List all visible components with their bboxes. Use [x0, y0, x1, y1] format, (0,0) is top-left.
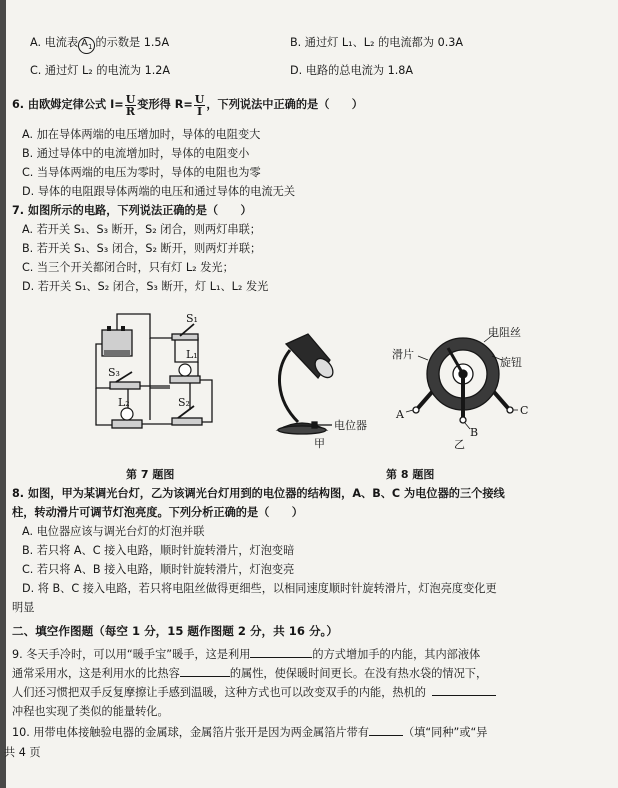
label-slider: 滑片	[392, 348, 414, 361]
q9-blank-1[interactable]	[250, 657, 312, 658]
label-knob: 旋钮	[500, 356, 522, 369]
q9-line2: 通常采用水，这是利用水的比热容 的属性，使保暖时间更长。在没有热水袋的情况下，	[12, 667, 488, 680]
q9-blank-3[interactable]	[432, 695, 496, 696]
formula-i: $\frac{U}{R}$	[125, 92, 136, 118]
q5-option-a: A. 电流表 $A_1$ 的示数是 1.5A	[30, 36, 169, 54]
q5-option-d: D. 电路的总电流为 1.8A	[290, 64, 414, 77]
label-potentiometer: 电位器	[334, 419, 367, 432]
q7-option-a: A. 若开关 S₁、S₃ 断开，S₂ 闭合，则两灯串联；	[22, 223, 261, 236]
binding-edge	[0, 0, 6, 788]
q8-option-a: A. 电位器应该与调光台灯的灯泡并联	[22, 525, 205, 538]
figure-7-circuit	[90, 310, 220, 445]
label-l2: L₂	[118, 396, 130, 409]
label-s3: S₃	[108, 366, 120, 379]
formula-r: $\frac{U}{I}$	[194, 92, 205, 118]
label-terminal-b: B	[470, 426, 479, 439]
label-s1: S₁	[186, 312, 198, 325]
q9-line4: 冲程也实现了类似的能量转化。	[12, 705, 169, 718]
label-yi: 乙	[454, 438, 465, 451]
label-l1: L₁	[186, 348, 198, 361]
q7-stem: 7. 如图所示的电路，下列说法正确的是（ ）	[12, 204, 252, 217]
q10-blank-1[interactable]	[369, 735, 403, 736]
figure-7-caption: 第 7 题图	[126, 468, 175, 481]
label-jia: 甲	[314, 437, 325, 450]
q5-option-c: C. 通过灯 L₂ 的电流为 1.2A	[30, 64, 171, 77]
lamp-l1-icon	[179, 364, 191, 376]
q6-option-d: D. 导体的电阻跟导体两端的电压和通过导体的电流无关	[22, 185, 296, 198]
q9-line3: 人们还习惯把双手反复摩擦让手感到温暖，这种方式也可以改变双手的内能，热机的	[12, 686, 496, 700]
figure-8-potentiometer-structure	[388, 326, 548, 456]
label-terminal-a: A	[396, 408, 404, 421]
q8-option-c: C. 若只将 A、B 接入电路，顺时针旋转滑片，灯泡变亮	[22, 563, 295, 576]
figure-8-desk-lamp	[268, 330, 388, 450]
q7-option-c: C. 当三个开关都闭合时，只有灯 L₂ 发光；	[22, 261, 234, 274]
q7-option-d: D. 若开关 S₁、S₂ 闭合，S₃ 断开，灯 L₁、L₂ 发光	[22, 280, 269, 293]
q9-line1: 9. 冬天手冷时，可以用“暖手宝”暖手，这是利用 的方式增加手的内能，其内部液体	[12, 648, 481, 661]
lamp-l2-icon	[121, 408, 133, 420]
figure-8-caption: 第 8 题图	[386, 468, 435, 481]
q8-option-d-line2: 明显	[12, 601, 35, 614]
q6-option-a: A. 加在导体两端的电压增加时，导体的电阻变大	[22, 128, 261, 141]
q8-stem-line1: 8. 如图，甲为某调光台灯，乙为该调光台灯用到的电位器的结构图，A、B、C 为电位器的三个接线	[12, 487, 505, 500]
section-2-title: 二、填空作图题（每空 1 分，15 题作图题 2 分，共 16 分。）	[12, 624, 338, 638]
label-terminal-c: C	[520, 404, 529, 417]
ammeter-symbol: $A_1$	[78, 37, 95, 54]
q7-option-b: B. 若开关 S₁、S₃ 闭合，S₂ 断开，则两灯并联；	[22, 242, 262, 255]
q8-stem-line2: 柱，转动滑片可调节灯泡亮度。下列分析正确的是（ ）	[12, 506, 303, 519]
label-resistance-wire: 电阻丝	[488, 326, 521, 339]
q9-blank-2[interactable]	[180, 676, 230, 677]
q6-stem: 6. 由欧姆定律公式 I= $\frac{U}{R}$ 变形得 R= $\frac{U}{I}$ ，下列说法中正确的是（ ）	[12, 92, 363, 118]
q6-option-b: B. 通过导体中的电流增加时，导体的电阻变小	[22, 147, 250, 160]
q5-option-b: B. 通过灯 L₁、L₂ 的电流都为 0.3A	[290, 36, 464, 49]
q6-option-c: C. 当导体两端的电压为零时，导体的电阻也为零	[22, 166, 261, 179]
page-count: 共 4 页	[4, 746, 41, 759]
q8-option-d-line1: D. 将 B、C 接入电路，若只将电阻丝做得更细些，以相同速度顺时针旋转滑片，灯泡亮度变化更	[22, 582, 497, 595]
label-s2: S₂	[178, 396, 190, 409]
q8-option-b: B. 若只将 A、C 接入电路，顺时针旋转滑片，灯泡变暗	[22, 544, 295, 557]
q10-line1: 10. 用带电体接触验电器的金属球，金属箔片张开是因为两金属箔片带有 （填“同种”或“异	[12, 726, 488, 739]
